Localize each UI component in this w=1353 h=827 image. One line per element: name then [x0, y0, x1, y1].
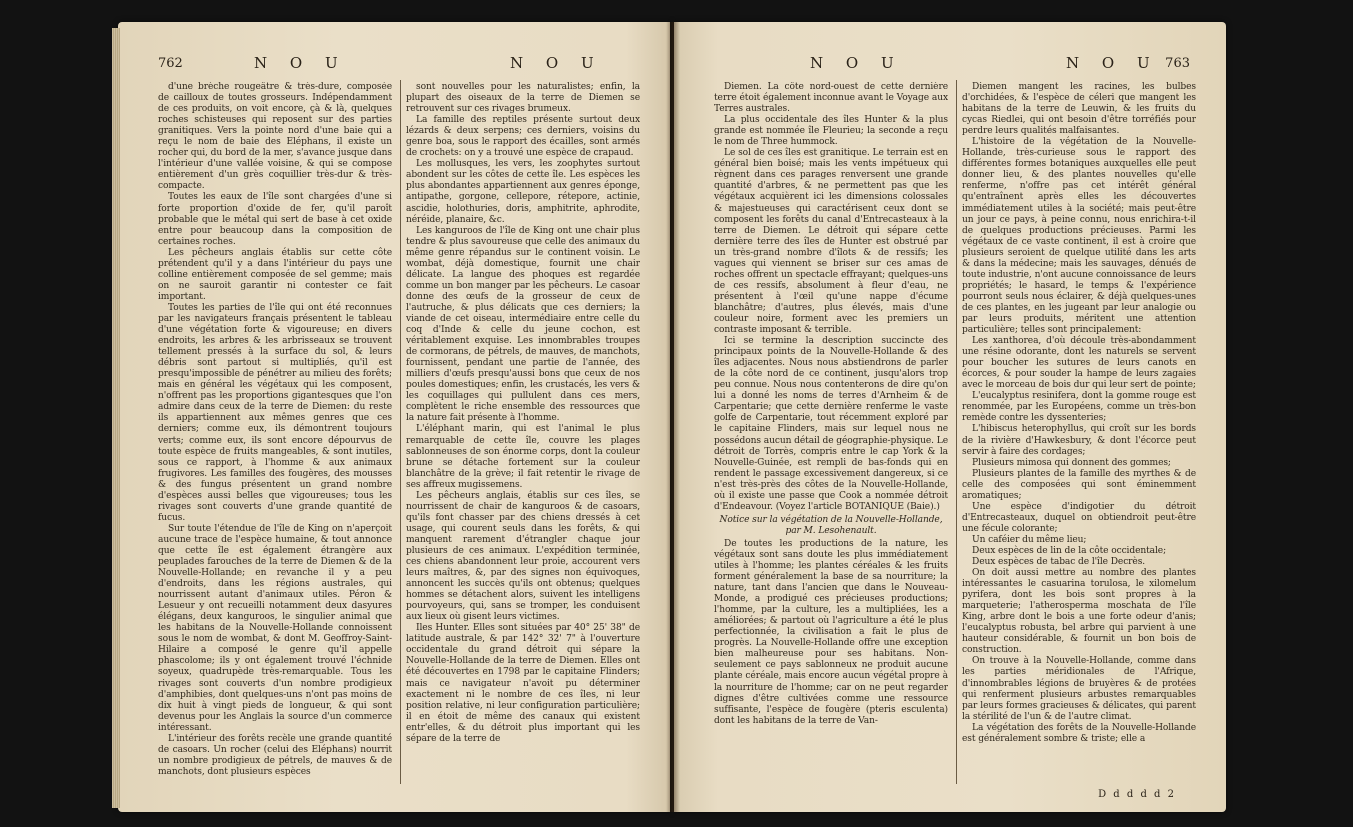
paragraph: Les pêcheurs anglais, établis sur ces îles, se nourrissent de chair de kanguroos & de casoars, qu'ils font chasser par des chiens dressés à cet usage, qui courent seuls dans les forêts, & qui manquent rarement d'étrangler chaque jour plusieurs de ces animaux. L'expédition terminée, ces chiens abandonnent leur proie, accourent vers leurs maîtres, &, par des signes non équivoques, annoncent les succès qu'ils ont obtenus; quelques hommes se détachent alors, suivent les intelligens pourvoyeurs, qui, sans se tromper, les conduisent aux lieux où gisent leurs victimes. [406, 490, 640, 623]
paragraph: Diemen. La côte nord-ouest de cette dernière terre étoit également inconnue avant le Voyage aux Terres australes. [714, 82, 948, 115]
paragraph: Ici se termine la description succincte des principaux points de la Nouvelle-Hollande & des îles adjacentes. Nous nous abstiendrons de parler de la côte nord de ce continent, jusqu'alors trop peu connue. Nous nous contenterons de dire qu'on lui a donné les noms de terres d'Arnheim & de Carpentarie; que cette dernière renferme le vaste golfe de Carpentarie, tout récemment exploré par le capitaine Flinders, mais sur lequel nous ne possédons aucun détail de géographie-physique. Le détroit de Torrès, compris entre le cap York & la Nouvelle-Guinée, est rempli de bas-fonds qui en rendent le passage excessivement dangereux, si ce n'est très-près des côtes de la Nouvelle-Hollande, où il existe une passe que Cook a nommée détroit d'Endeavour. (Voyez l'article BOTANIQUE (Baie).) [714, 336, 948, 512]
paragraph: Deux espèces de lin de la côte occidentale; [972, 545, 1167, 556]
paragraph: Un caféier du même lieu; [972, 534, 1087, 545]
paragraph: Les mollusques, les vers, les zoophytes surtout abondent sur les côtes de cette île. Les espèces les plus abondantes appartiennent aux genres éponge, antipathe, gorgone, cellepore, rétepore, actinie, ascidie, holothuries, doris, amphitrite, aphrodite, néréide, planaire, &c. [406, 159, 640, 225]
paragraph: La plus occidentale des îles Hunter & la plus grande est nommée île Fleurieu; la seconde a reçu le nom de Three hummock. [714, 115, 948, 148]
right-running-head-1: N O U [810, 54, 903, 72]
left-column-2 [406, 82, 640, 786]
paragraph: Diemen mangent les racines, les bulbes d'orchidées, & l'espèce de céleri que mangent les habitans de la terre de Leuwin, & les fruits du cycas Riedlei, qui ont besoin d'être torréfiés pour perdre leurs qualités malfaisantes. [962, 82, 1196, 137]
paragraph: Plusieurs plantes de la famille des myrthes & de celle des composées qui sont éminemment aromatiques; [962, 468, 1196, 501]
paragraph: Une espèce d'indigotier du détroit d'Entrecasteaux, duquel on obtiendroit peut-être une fécule colorante; [962, 501, 1196, 534]
paragraph: Le sol de ces îles est granitique. Le terrain est en général bien boisé; mais les vents impétueux qui règnent dans ces parages renversent une grande quantité d'arbres, & ne permettent pas que les végétaux acquièrent ici les dimensions colossales & majestueuses qui caractérisent ceux dont se composent les forêts du canal d'Entrecasteaux à la terre de Diemen. Le détroit qui sépare cette dernière terre des îles de Hunter est obstrué par un très-grand nombre d'îlots & de ressifs; les vagues qui viennent se briser sur ces amas de roches offrent un spectacle effrayant; quelques-uns de ces ressifs, absolument à fleur d'eau, ne présentent à l'œil qu'une nappe d'écume blanchâtre; d'autres, plus élevés, mais d'une couleur noire, forment avec les premiers un contraste imposant & terrible. [714, 148, 948, 336]
page-edges [112, 28, 120, 808]
right-column-2 [962, 82, 1196, 786]
paragraph: On trouve à la Nouvelle-Hollande, comme dans les parties méridionales de l'Afrique, d'innombrables légions de bruyères & de protées qui renferment plusieurs arbustes remarquables par leurs formes gracieuses & délicates, qui parent la stérilité de l'un & de l'autre climat. [962, 656, 1196, 722]
paragraph: On doit aussi mettre au nombre des plantes intéressantes le casuarina torulosa, le xilomelum pyrifera, dont les bois sont propres à la marqueterie; l'atherosperma moschata de l'île King, arbre dont le bois a une forte odeur d'anis; l'eucalyptus robusta, bel arbre qui parvient à une hauteur considérable, & fournit un bon bois de construction. [962, 568, 1196, 656]
book-gutter [666, 22, 680, 812]
paragraph: La famille des reptiles présente surtout deux lézards & deux serpens; ces derniers, voisins du genre boa, sous le rapport des écailles, sont armés de crochets: on y a trouvé une espèce de crapaud. [406, 115, 640, 159]
signature-mark: D d d d d 2 [1098, 789, 1176, 800]
left-running-head-2: N O U [510, 54, 603, 72]
right-column-1 [714, 82, 948, 786]
paragraph: Iles Hunter. Elles sont situées par 40° 25' 38" de latitude australe, & par 142° 32' 7" à l'ouverture occidentale du grand détroit qui sépare la Nouvelle-Hollande de la terre de Diemen. Elles ont été découvertes en 1798 par le capitaine Flinders; mais ce navigateur n'avoit pu déterminer exactement ni le nombre de ces îles, ni leur position relative, ni leur configuration particulière; il en étoit de même des canaux qui existent entr'elles, & du détroit plus important qui les sépare de la terre de [406, 623, 640, 744]
paragraph: sont nouvelles pour les naturalistes; enfin, la plupart des oiseaux de la terre de Diemen se retrouvent sur ces rivages brumeux. [406, 82, 640, 115]
left-page-columns [158, 82, 638, 786]
paragraph: Les xanthorea, d'où découle très-abondamment une résine odorante, dont les naturels se servent pour boucher les sutures de leurs canots en écorces, & pour souder la hampe de leurs zagaies avec le morceau de bois dur qui leur sert de pointe; [962, 336, 1196, 391]
right-page [674, 22, 1226, 812]
left-page [118, 22, 670, 812]
paragraph: Plusieurs mimosa qui donnent des gommes; [972, 457, 1171, 468]
paragraph: Les pêcheurs anglais établis sur cette côte prétendent qu'il y a dans l'intérieur du pays une colline entièrement composée de sel gemme; mais on ne sauroit garantir ni contester ce fait important. [158, 247, 392, 302]
right-page-columns [714, 82, 1194, 786]
paragraph: L'éléphant marin, qui est l'animal le plus remarquable de cette île, couvre les plages sablonneuses de son énorme corps, dont la couleur brune se détache fortement sur la couleur blanchâtre de la grève; il fait retentir le rivage de ses affreux mugissemens. [406, 424, 640, 490]
right-page-number: 763 [1165, 56, 1190, 71]
paragraph: De toutes les productions de la nature, les végétaux sont sans doute les plus immédiatement utiles à l'homme; les plantes céréales & les fruits forment généralement la base de sa nourriture; la nature, tant dans l'ancien que dans le Nouveau-Monde, a prodigué ces précieuses productions; l'homme, par la culture, les a multipliées, les a améliorées; & partout où l'agriculture a été le plus perfectionnée, la civilisation a fait le plus de progrès. La Nouvelle-Hollande offre une exception bien malheureuse pour ses habitans. Non-seulement ce pays sablonneux ne produit aucune plante céréale, mais encore aucun végétal propre à la nourriture de l'homme; car on ne peut regarder dignes d'être cultivées comme une ressource suffisante, l'espèce de fougère (pteris esculenta) dont les habitans de la terre de Van- [714, 538, 948, 726]
open-book [118, 22, 1226, 812]
paragraph: L'intérieur des forêts recèle une grande quantité de casoars. Un rocher (celui des Eléphans) nourrit un nombre prodigieux de pétrels, de mauves & de manchots, dont plusieurs espèces [158, 733, 392, 777]
paragraph: La végétation des forêts de la Nouvelle-Hollande est généralement sombre & triste; elle a [962, 722, 1196, 744]
left-page-number: 762 [158, 56, 183, 71]
paragraph: Sur toute l'étendue de l'île de King on n'aperçoit aucune trace de l'espèce humaine, & tout annonce que cette île est également étrangère aux peuplades farouches de la terre de Diemen & de la Nouvelle-Hollande; en revanche il y a peu d'endroits, dans les régions australes, qui nourrissent autant d'animaux utiles. Péron & Lesueur y ont recueilli notamment deux dasyures élégans, deux kanguroos, le singulier animal que les habitans de la Nouvelle-Hollande connoissent sous le nom de wombat, & dont M. Geoffroy-Saint-Hilaire a composé le genre qu'il appelle phascolome; ils y ont également trouvé l'échnide soyeux, quadrupède très-remarquable. Tous les rivages sont couverts d'un nombre prodigieux d'amphibies, dont quelques-uns n'ont pas moins de dix huit à vingt pieds de longueur, & qui sont devenus pour les Anglais la source d'un commerce intéressant. [158, 523, 392, 733]
left-column-1 [158, 82, 392, 786]
paragraph: L'histoire de la végétation de la Nouvelle-Hollande, très-curieuse sous le rapport des différentes formes botaniques auxquelles elle peut donner lieu, & des plantes nouvelles qu'elle renferme, n'offre pas cet intérêt général qu'entraînent après elles les découvertes immédiatement utiles à la société; mais peut-être un jour ce pays, à peine connu, nous enrichira-t-il de quelques productions précieuses. Parmi les végétaux de ce vaste continent, il est à croire que plusieurs seroient de quelque utilité dans les arts & dans la médecine; mais les sauvages, dénués de toute industrie, n'ont aucune connoissance de leurs propriétés; le hasard, le temps & l'expérience pourront seuls nous éclairer, & déjà quelques-unes de ces plantes, en les jugeant par leur analogie ou par leurs produits, méritent une attention particulière; telles sont principalement: [962, 137, 1196, 336]
left-page-header [158, 52, 634, 78]
paragraph: L'hibiscus heterophyllus, qui croît sur les bords de la rivière d'Hawkesbury, & dont l'écorce peut servir à faire des cordages; [962, 424, 1196, 457]
paragraph: Les kanguroos de l'île de King ont une chair plus tendre & plus savoureuse que celle des animaux du même genre répandus sur le continent voisin. Le wombat, déjà domestique, fournit une chair délicate. La langue des phoques est regardée comme un bon manger par les pêcheurs. Le casoar donne des œufs de la grosseur de ceux de l'autruche, & plus délicats que ces derniers; la viande de cet oiseau, intermédiaire entre celle du coq d'Inde & celle du jeune cochon, est véritablement exquise. Les innombrables troupes de cormorans, de pétrels, de mauves, de manchots, fournissent, pendant une partie de l'année, des milliers d'œufs presqu'aussi bons que ceux de nos poules domestiques; enfin, les crustacés, les vers & les coquillages qui pullulent dans ces mers, complètent le riche ensemble des ressources que la nature fait présente à l'homme. [406, 225, 640, 424]
paragraph: L'eucalyptus resinifera, dont la gomme rouge est renommée, par les Européens, comme un très-bon remède contre les dyssenteries; [962, 391, 1196, 424]
paragraph: d'une brèche rougeâtre & très-dure, composée de cailloux de toutes grosseurs. Indépendamment de ces produits, on voit encore, çà & là, quelques roches schisteuses qui reposent sur des parties granitiques. Vers la pointe nord d'une baie qui a reçu le nom de baie des Eléphans, il existe un rocher qui, du bord de la mer, s'avance jusque dans l'intérieur d'une vallée voisine, & qui se compose entièrement d'un grès coquillier très-dur & très-compacte. [158, 82, 392, 192]
paragraph: Toutes les parties de l'île qui ont été reconnues par les navigateurs français présentent le tableau d'une végétation forte & vigoureuse; en divers endroits, les arbres & les arbrisseaux se trouvent tellement pressés à la surface du sol, & leurs débris sont partout si multipliés, qu'il est presqu'impossible de pénétrer au milieu des forêts; mais en général les végétaux qui les composent, n'offrent pas les proportions gigantesques que l'on admire dans ceux de la terre de Diemen: du reste ils appartiennent aux mêmes genres que ces derniers; comme eux, ils démontrent toujours verts; comme eux, ils sont encore dépourvus de toute espèce de fruits mangeables, & sont inutiles, sous ce rapport, à l'homme & aux animaux frugivores. Les familles des fougères, des mousses & des fungus présentent un grand nombre d'espèces aussi belles que vigoureuses; tous les rivages sont couverts d'une grande quantité de fucus. [158, 302, 392, 523]
left-running-head-1: N O U [254, 54, 347, 72]
right-running-head-2: N O U [1066, 54, 1159, 72]
right-page-header [714, 52, 1190, 78]
paragraph: Deux espèces de tabac de l'île Decrès. [972, 557, 1146, 568]
section-heading: Notice sur la végétation de la Nouvelle-Hollande, par M. Lesohenault. [719, 514, 943, 536]
paragraph: Toutes les eaux de l'île sont chargées d'une si forte proportion d'oxide de fer, qu'il paroît probable que le métal qui sert de base à cet oxide entre pour beaucoup dans la composition de certaines roches. [158, 192, 392, 247]
